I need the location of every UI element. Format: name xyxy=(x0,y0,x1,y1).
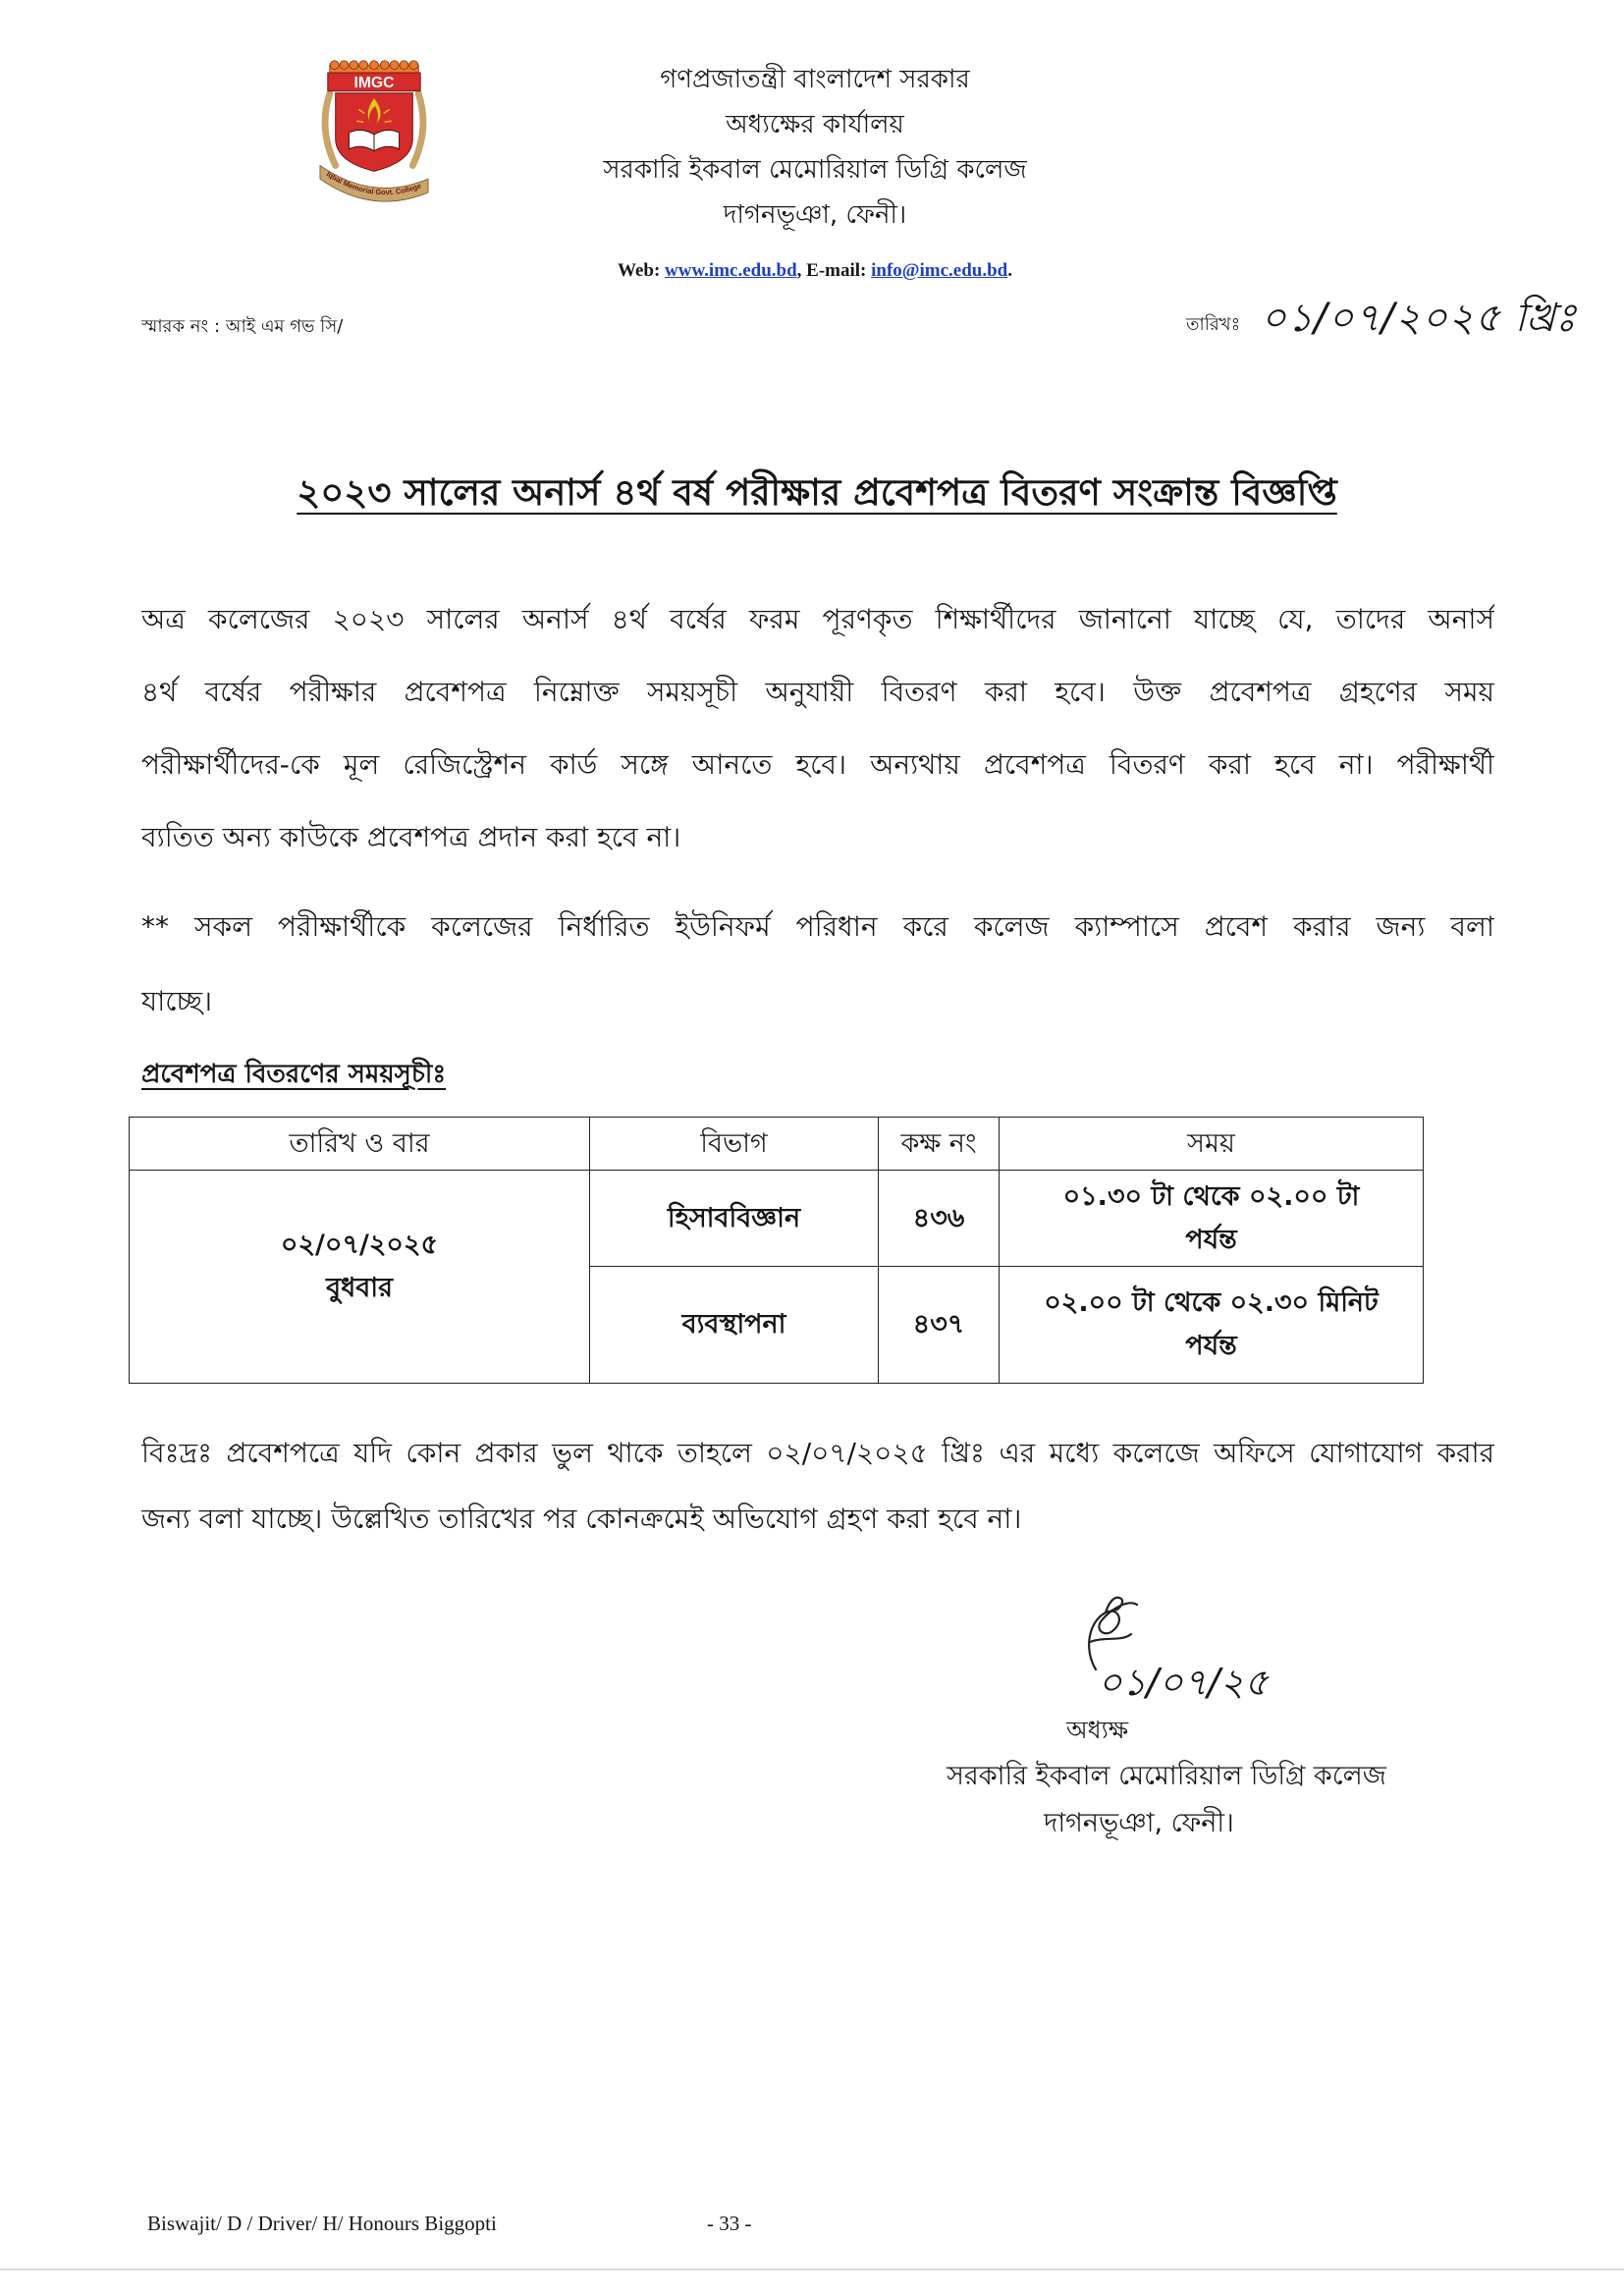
time-line: ০২.০০ টা থেকে ০২.৩০ মিনিট xyxy=(1044,1287,1379,1318)
table-row xyxy=(130,1171,1424,1267)
paragraph-line: পরীক্ষার্থীদের-কে মূল রেজিস্ট্রেশন কার্ড সঙ্গে আনতে হবে। অন্যথায় প্রবেশপত্র বিতরণ করা হবে না। পরীক্ষার্থী xyxy=(141,748,1494,781)
logo-banner xyxy=(325,169,422,196)
web-label: Web: xyxy=(618,260,666,281)
government-line: গণপ্রজাতন্ত্রী বাংলাদেশ সরকার xyxy=(660,65,970,94)
time-cell xyxy=(1000,1267,1424,1384)
time-line: ০১.৩০ টা থেকে ০২.০০ টা xyxy=(1062,1180,1360,1212)
column-header-room: কক্ষ নং xyxy=(879,1118,1000,1171)
note-line: জন্য বলা যাচ্ছে। উল্লেখিত তারিখের পর কোনক্রমেই অভিযোগ গ্রহণ করা হবে না। xyxy=(141,1503,1022,1535)
signature-date: ০১/০৭/২৫ xyxy=(1098,1661,1269,1704)
website-link[interactable]: www.imc.edu.bd xyxy=(665,260,797,281)
notice-title-text: ২০২৩ সালের অনার্স ৪র্থ বর্ষ পরীক্ষার প্রবেশপত্র বিতরণ সংক্রান্ত বিজ্ঞপ্তি xyxy=(297,471,1337,514)
schedule-table xyxy=(129,1117,1424,1384)
column-header-department: বিভাগ xyxy=(590,1118,879,1171)
email-label: , E-mail: xyxy=(796,260,872,281)
college-location-line: দাগনভূঞা, ফেনী। xyxy=(723,200,907,230)
notice-note xyxy=(141,1420,1494,1552)
logo-right-laurel xyxy=(412,94,423,166)
note-line: বিঃদ্রঃ প্রবেশপত্রে যদি কোন প্রকার ভুল থাকে তাহলে ০২/০৭/২০২৫ খ্রিঃ এর মধ্যে কলেজে অফিসে যোগাযোগ করার xyxy=(141,1437,1494,1469)
date-label: তারিখঃ xyxy=(1186,314,1241,335)
logo-abbreviation: IMGC xyxy=(353,74,395,91)
time-cell xyxy=(1000,1171,1424,1267)
schedule-day: বুধবার xyxy=(326,1273,393,1303)
time-line: পর্যন্ত xyxy=(1185,1331,1237,1361)
paragraph-line: যাচ্ছে। xyxy=(141,985,213,1017)
notice-paragraph-2 xyxy=(141,890,1494,1039)
handwritten-date: ০১/০৭/২০২৫ খ্রিঃ xyxy=(1261,296,1578,341)
college-name-line: সরকারি ইকবাল মেমোরিয়াল ডিগ্রি কলেজ xyxy=(603,155,1027,185)
logo-banner-text: Iqbal Memorial Govt. College xyxy=(324,169,423,197)
college-logo xyxy=(316,59,432,210)
office-line: অধ্যক্ষের কার্যালয় xyxy=(726,110,904,139)
memo-reference: স্মারক নং : আই এম গভ সি/ xyxy=(141,316,344,337)
office-header xyxy=(520,57,1110,238)
page-number: - 33 - xyxy=(707,2212,752,2235)
department-cell: হিসাববিজ্ঞান xyxy=(590,1171,879,1267)
footer-reference: Biswajit/ D / Driver/ H/ Honours Biggopti xyxy=(147,2212,497,2235)
column-header-time: সময় xyxy=(1000,1118,1424,1171)
schedule-heading: প্রবেশপত্র বিতরণের সময়সূচীঃ xyxy=(141,1060,447,1089)
schedule-date: ০২/০৭/২০২৫ xyxy=(280,1230,439,1260)
paragraph-line: ব্যতিত অন্য কাউকে প্রবেশপত্র প্রদান করা হবে না। xyxy=(141,821,681,853)
table-header-row xyxy=(130,1118,1424,1171)
date-day-cell xyxy=(130,1171,590,1384)
contact-end-punctuation: . xyxy=(1007,260,1012,281)
signatory-location: দাগনভূঞা, ফেনী। xyxy=(1044,1808,1234,1838)
paragraph-line: ৪র্থ বর্ষের পরীক্ষার প্রবেশপত্র নিম্নোক্ত সময়সূচী অনুযায়ী বিতরণ করা হবে। উক্ত প্রবেশপত্র গ্রহণের সময় xyxy=(141,676,1494,708)
scan-edge-line xyxy=(0,2269,1624,2270)
contact-line xyxy=(471,258,1159,284)
notice-paragraph-1 xyxy=(141,583,1494,874)
notice-title xyxy=(147,465,1487,524)
signatory-institution: সরকারি ইকবাল মেমোরিয়াল ডিগ্রি কলেজ xyxy=(947,1761,1386,1791)
signatory-designation: অধ্যক্ষ xyxy=(1066,1716,1129,1744)
time-line: পর্যন্ত xyxy=(1185,1224,1237,1255)
room-cell: ৪৩৭ xyxy=(879,1267,1000,1384)
paragraph-line: অত্র কলেজের ২০২৩ সালের অনার্স ৪র্থ বর্ষের ফরম পূরণকৃত শিক্ষার্থীদের জানানো যাচ্ছে যে, তাদের অনার্স xyxy=(141,603,1494,635)
department-cell: ব্যবস্থাপনা xyxy=(590,1267,879,1384)
room-cell: ৪৩৬ xyxy=(879,1171,1000,1267)
email-link[interactable]: info@imc.edu.bd xyxy=(871,260,1008,281)
paragraph-line: ** সকল পরীক্ষার্থীকে কলেজের নির্ধারিত ইউনিফর্ম পরিধান করে কলেজ ক্যাম্পাসে প্রবেশ করার জন্য বলা xyxy=(141,910,1494,943)
column-header-date: তারিখ ও বার xyxy=(130,1118,590,1171)
logo-left-laurel xyxy=(325,94,336,166)
